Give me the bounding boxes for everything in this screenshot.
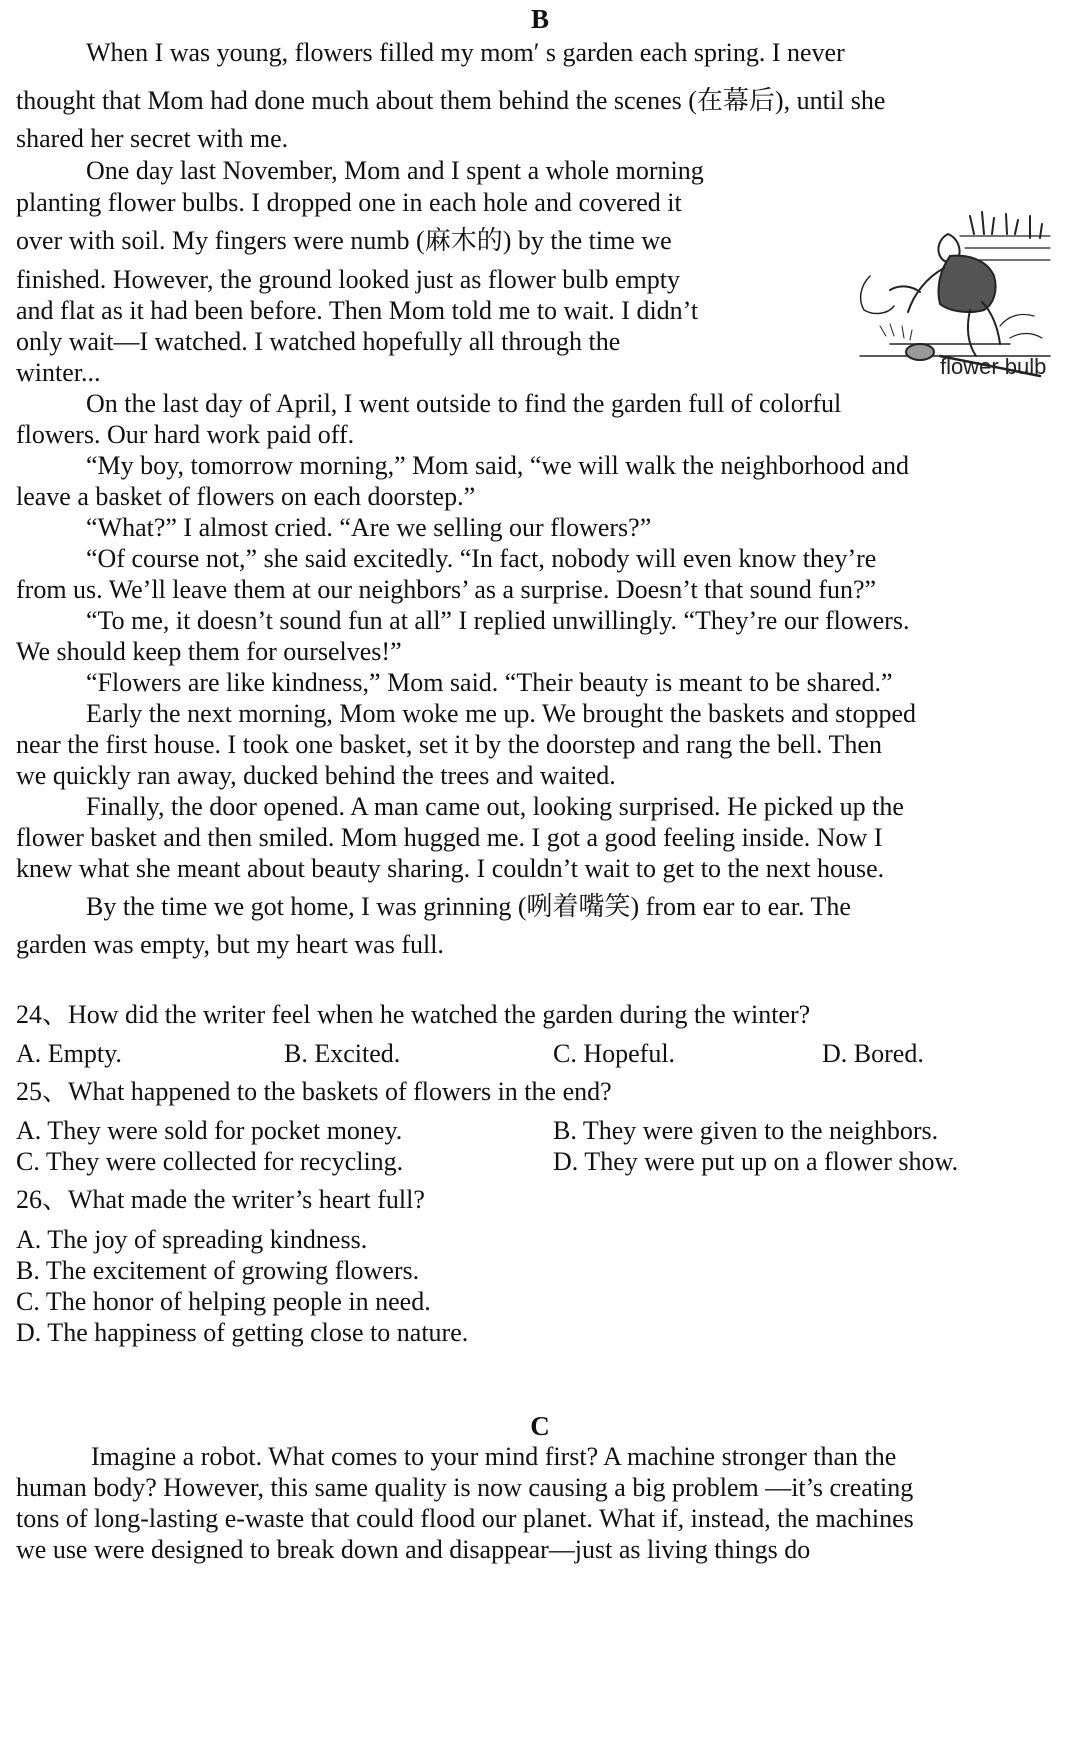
passage-b-line: “What?” I almost cried. “Are we selling our flowers?” [86, 513, 652, 542]
passage-b-line: knew what she meant about beauty sharing. I couldn’t wait to get to the next house. [16, 854, 885, 883]
passage-b-line: By the time we got home, I was grinning (咧着嘴笑) from ear to ear. The [86, 892, 851, 921]
passage-b-line: near the first house. I took one basket, set it by the doorstep and rang the bell. Then [16, 730, 882, 759]
passage-c-line: Imagine a robot. What comes to your mind first? A machine stronger than the [91, 1442, 897, 1471]
question-25-option-d[interactable]: D. They were put up on a flower show. [553, 1147, 959, 1176]
passage-b-line: flowers. Our hard work paid off. [16, 420, 355, 449]
passage-b-line: over with soil. My fingers were numb (麻木的) by the time we [16, 226, 672, 255]
question-24-option-d[interactable]: D. Bored. [822, 1039, 924, 1068]
passage-b-line: On the last day of April, I went outside to find the garden full of colorful [86, 389, 842, 418]
passage-b-line: from us. We’ll leave them at our neighbors’ as a surprise. Doesn’t that sound fun?” [16, 575, 877, 604]
passage-b-line: and flat as it had been before. Then Mom told me to wait. I didn’t [16, 296, 699, 325]
question-26-option-b[interactable]: B. The excitement of growing flowers. [16, 1256, 420, 1285]
section-c-heading: C [530, 1411, 550, 1441]
passage-b-line: garden was empty, but my heart was full. [16, 930, 444, 959]
question-25-option-a[interactable]: A. They were sold for pocket money. [16, 1116, 403, 1145]
section-b-heading: B [530, 4, 549, 34]
question-24-option-c[interactable]: C. Hopeful. [553, 1039, 676, 1068]
passage-b-line: Finally, the door opened. A man came out, looking surprised. He picked up the [86, 792, 904, 821]
passage-c-line: human body? However, this same quality is now causing a big problem —it’s creating [16, 1473, 914, 1502]
question-24-option-a[interactable]: A. Empty. [16, 1039, 122, 1068]
passage-c-line: tons of long-lasting e-waste that could flood our planet. What if, instead, the machines [16, 1504, 914, 1533]
question-25-option-b[interactable]: B. They were given to the neighbors. [553, 1116, 939, 1145]
question-26-option-a[interactable]: A. The joy of spreading kindness. [16, 1225, 368, 1254]
question-24-option-b[interactable]: B. Excited. [284, 1039, 401, 1068]
passage-c-line: we use were designed to break down and disappear—just as living things do [16, 1535, 811, 1564]
passage-b-line: we quickly ran away, ducked behind the trees and waited. [16, 761, 616, 790]
passage-b-line: We should keep them for ourselves!” [16, 637, 402, 666]
passage-b-line: leave a basket of flowers on each doorstep.” [16, 482, 476, 511]
passage-b-line: When I was young, flowers filled my mom′ s garden each spring. I never [86, 38, 845, 67]
passage-b-line: “My boy, tomorrow morning,” Mom said, “we will walk the neighborhood and [86, 451, 909, 480]
question-24-stem: 24、How did the writer feel when he watched the garden during the winter? [16, 1000, 811, 1029]
passage-b-line: only wait—I watched. I watched hopefully all through the [16, 327, 621, 356]
question-25-option-c[interactable]: C. They were collected for recycling. [16, 1147, 404, 1176]
passage-b-line: “Of course not,” she said excitedly. “In fact, nobody will even know they’re [86, 544, 877, 573]
passage-b-line: One day last November, Mom and I spent a whole morning [86, 156, 704, 185]
passage-b-line: planting flower bulbs. I dropped one in each hole and covered it [16, 188, 682, 217]
passage-b-line: thought that Mom had done much about them behind the scenes (在幕后), until she [16, 86, 886, 115]
passage-b-line: flower basket and then smiled. Mom hugged me. I got a good feeling inside. Now I [16, 823, 883, 852]
question-25-stem: 25、What happened to the baskets of flowers in the end? [16, 1077, 612, 1106]
passage-b-line: winter... [16, 358, 101, 387]
passage-b-line: “To me, it doesn’t sound fun at all” I replied unwillingly. “They’re our flowers. [86, 606, 910, 635]
question-26-stem: 26、What made the writer’s heart full? [16, 1185, 425, 1214]
question-26-option-d[interactable]: D. The happiness of getting close to nature. [16, 1318, 469, 1347]
passage-b-line: shared her secret with me. [16, 124, 289, 153]
passage-b-line: “Flowers are like kindness,” Mom said. “Their beauty is meant to be shared.” [86, 668, 893, 697]
passage-b-line: finished. However, the ground looked just as flower bulb empty [16, 265, 680, 294]
question-26-option-c[interactable]: C. The honor of helping people in need. [16, 1287, 431, 1316]
flower-bulb-label: flower bulb [940, 354, 1047, 379]
passage-b-line: Early the next morning, Mom woke me up. We brought the baskets and stopped [86, 699, 916, 728]
